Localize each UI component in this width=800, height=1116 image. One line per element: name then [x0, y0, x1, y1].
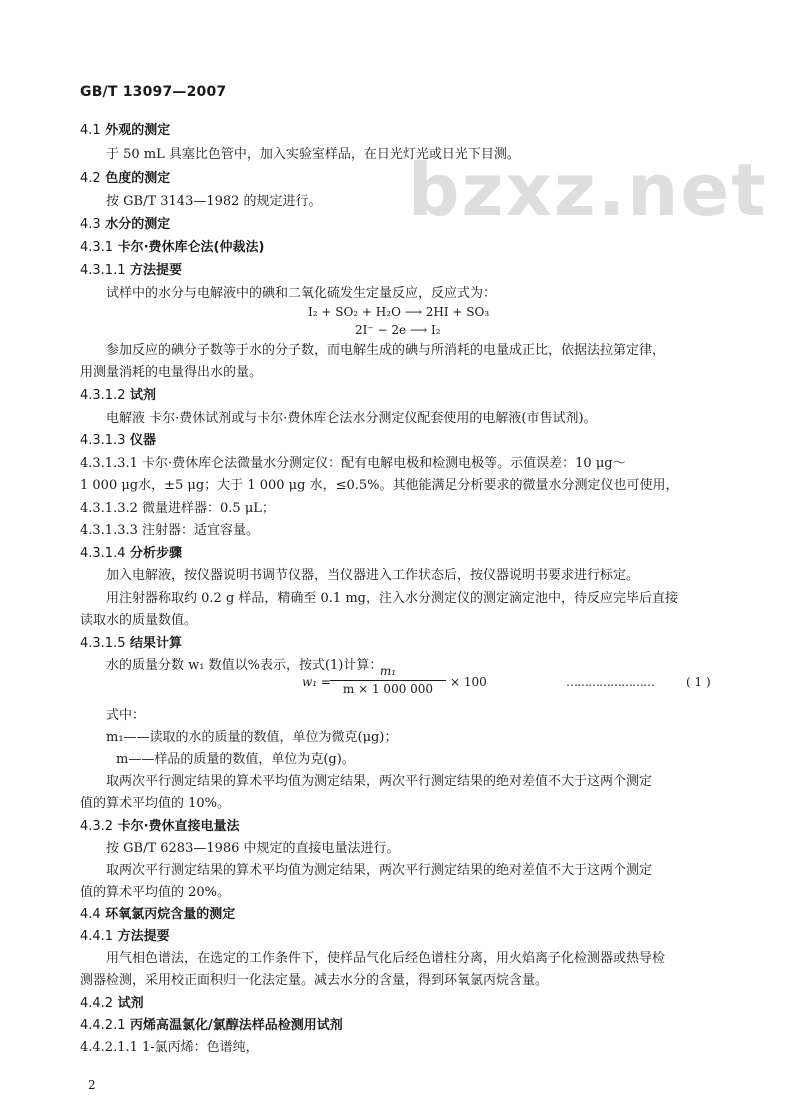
paragraph-line: 4.3.1.3.2 微量进样器：0.5 μL；	[80, 501, 275, 516]
paragraph-line: 试样中的水分与电解液中的碘和二氧化硫发生定量反应，反应式为：	[106, 286, 497, 301]
paragraph-line: m₁——读取的水的质量的数值，单位为微克(μg)；	[106, 730, 398, 745]
equation-lhs: w₁ =	[302, 675, 331, 689]
equation-fraction	[330, 664, 446, 697]
paragraph-line: 按 GB/T 6283—1986 中规定的直接电量法进行。	[106, 841, 400, 856]
standard-code: GB/T 13097—2007	[80, 84, 227, 100]
paragraph-line: 4.3.1.3.1 卡尔·费休库仑法微量水分测定仪：配有电解电极和检测电极等。示值误差：10 μg～	[80, 456, 626, 471]
heading-4-4: 4.4 环氧氯丙烷含量的测定	[80, 907, 236, 922]
equation-denominator: m × 1 000 000	[342, 682, 434, 696]
equation-number: ( 1 )	[686, 675, 711, 689]
heading-4-3-1-2: 4.3.1.2 试剂	[80, 388, 157, 403]
reaction-equation-1: I₂ + SO₂ + H₂O ⟶ 2HI + SO₃	[308, 305, 490, 319]
paragraph-line: 用注射器称取约 0.2 g 样品，精确至 0.1 mg，注入水分测定仪的测定滴定池中，待反应完毕后直接	[106, 591, 678, 606]
paragraph-line: 电解液 卡尔·费休试剂或与卡尔·费休库仑法水分测定仪配套使用的电解液(市售试剂)。	[106, 411, 597, 426]
paragraph-line: 水的质量分数 w₁ 数值以%表示，按式(1)计算：	[106, 658, 383, 673]
heading-4-3-2: 4.3.2 卡尔·费休直接电量法	[80, 819, 240, 834]
paragraph-line: 读取水的质量数值。	[80, 613, 198, 628]
paragraph-line: 用气相色谱法，在选定的工作条件下，使样品气化后经色谱柱分离，用火焰离子化检测器或热导检	[106, 951, 666, 966]
heading-4-3-1-5: 4.3.1.5 结果计算	[80, 636, 183, 651]
paragraph-line: 测器检测，采用校正面积归一化法定量。减去水分的含量，得到环氧氯丙烷含量。	[80, 973, 549, 988]
paragraph-line: 值的算术平均值的 10%。	[80, 796, 231, 811]
paragraph-line: 参加反应的碘分子数等于水的分子数，而电解生成的碘与所消耗的电量成正比，依据法拉第定律，	[106, 343, 666, 358]
paragraph-line: 值的算术平均值的 20%。	[80, 885, 231, 900]
heading-4-4-2-1: 4.4.2.1 丙烯高温氯化/氯醇法样品检测用试剂	[80, 1018, 343, 1033]
heading-4-1: 4.1 外观的测定	[80, 123, 171, 138]
watermark: bzxz.net	[408, 148, 768, 232]
paragraph-line: 4.3.1.3.3 注射器：适宜容量。	[80, 523, 260, 538]
paragraph-line: m——样品的质量的数值，单位为克(g)。	[116, 752, 355, 767]
heading-4-3-1-3: 4.3.1.3 仪器	[80, 433, 157, 448]
paragraph-line: 用测量消耗的电量得出水的量。	[80, 365, 263, 380]
paragraph-line: 加入电解液，按仪器说明书调节仪器，当仪器进入工作状态后，按仪器说明书要求进行标定。	[106, 568, 640, 583]
paragraph-line: 4.4.2.1.1 1-氯丙烯：色谱纯，	[80, 1040, 259, 1055]
paragraph-line: 于 50 mL 具塞比色管中，加入实验室样品，在日光灯光或日光下目测。	[106, 147, 520, 162]
heading-4-4-1: 4.4.1 方法提要	[80, 929, 170, 944]
paragraph-line: 取两次平行测定结果的算术平均值为测定结果，两次平行测定结果的绝对差值不大于这两个测定	[106, 774, 653, 789]
heading-4-2: 4.2 色度的测定	[80, 171, 171, 186]
paragraph-line: 式中：	[106, 708, 146, 723]
paragraph-line: 按 GB/T 3143—1982 的规定进行。	[106, 194, 322, 209]
paragraph-line: 1 000 μg水，±5 μg；大于 1 000 μg 水，≤0.5%。其他能满足分析要求的微量水分测定仪也可使用，	[80, 478, 679, 493]
heading-4-3-1: 4.3.1 卡尔·费休库仑法(仲裁法)	[80, 240, 265, 255]
paragraph-line: 取两次平行测定结果的算术平均值为测定结果，两次平行测定结果的绝对差值不大于这两个测定	[106, 863, 653, 878]
equation-tail: × 100	[450, 675, 487, 689]
heading-4-3: 4.3 水分的测定	[80, 217, 171, 232]
heading-4-3-1-1: 4.3.1.1 方法提要	[80, 263, 183, 278]
page-number: 2	[88, 1078, 96, 1092]
heading-4-3-1-4: 4.3.1.4 分析步骤	[80, 546, 183, 561]
equation-leader-dots: ……………………	[566, 675, 654, 689]
equation-numerator: m₁	[379, 664, 397, 678]
reaction-equation-2: 2I⁻ − 2e ⟶ I₂	[355, 323, 441, 337]
heading-4-4-2: 4.4.2 试剂	[80, 996, 144, 1011]
fraction-bar	[330, 680, 446, 681]
